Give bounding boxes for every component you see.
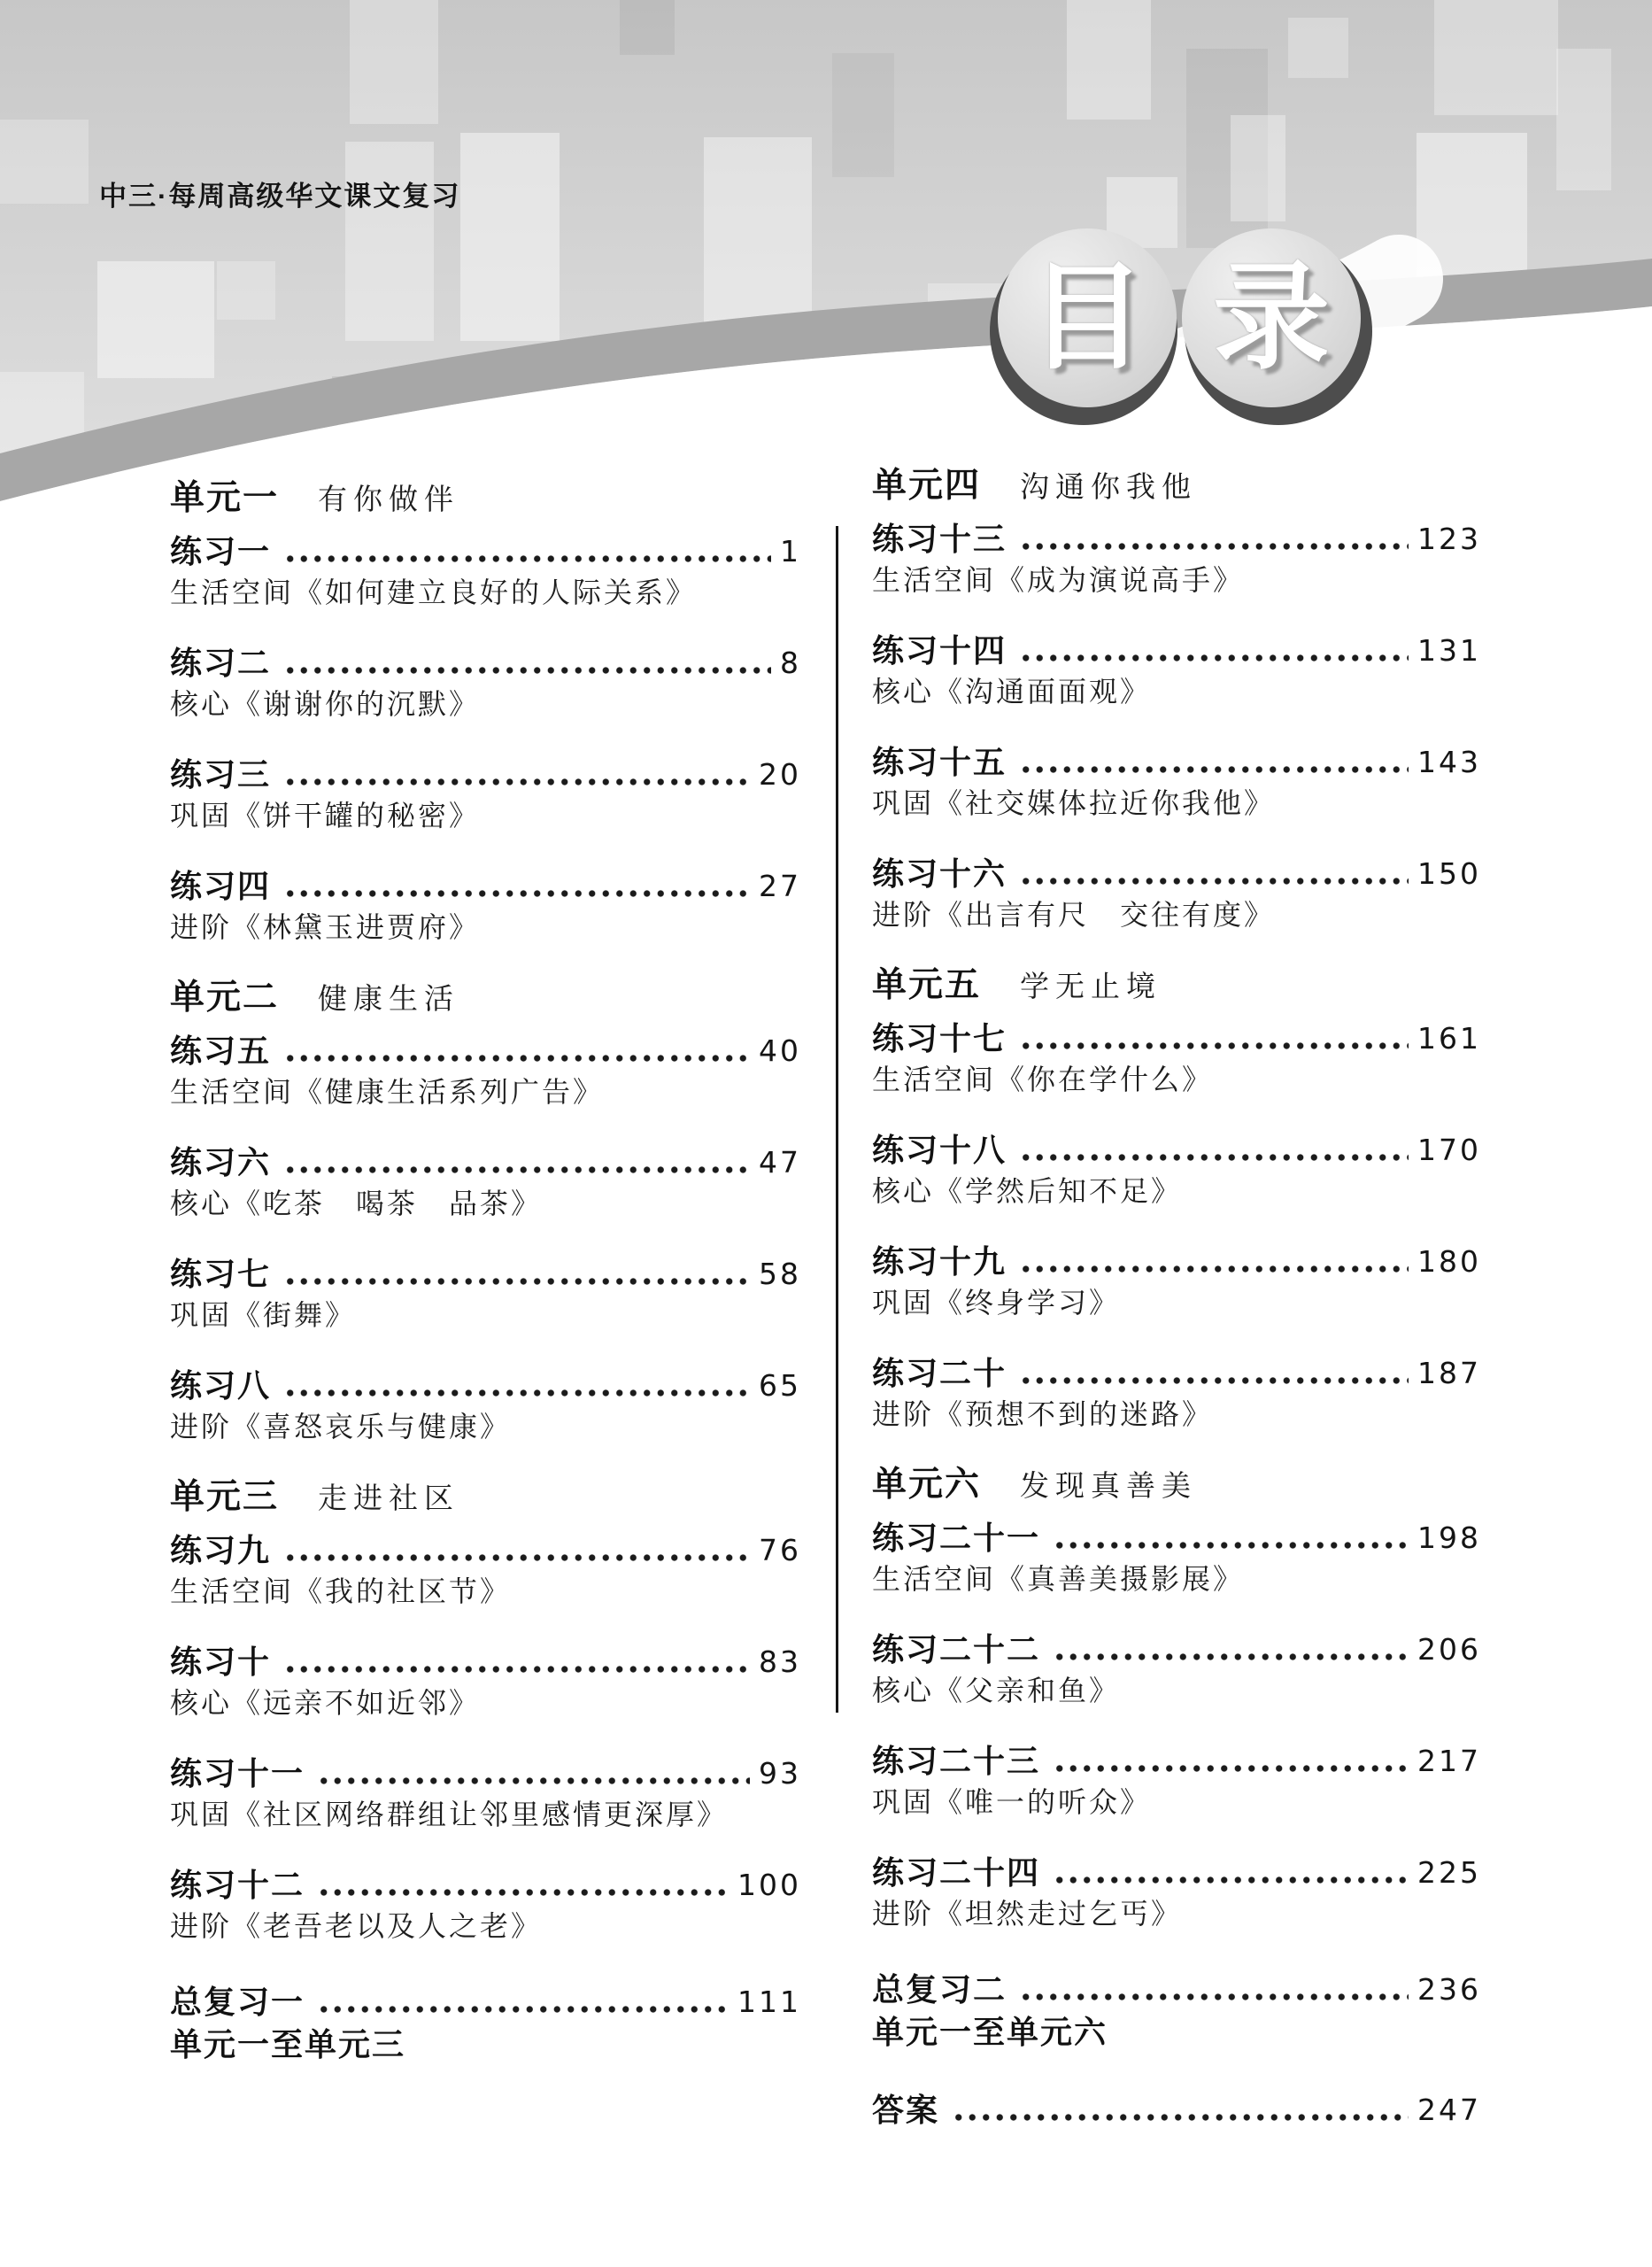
entry-subtitle: 核心《谢谢你的沉默》 [170,688,481,720]
exercise-label: 练习十二 [170,1868,305,1903]
unit-theme: 发现真善美 [1020,1471,1198,1503]
dot-leader [1019,877,1409,886]
toc-entry [872,1853,1481,1934]
page-number: 58 [759,1257,801,1291]
entry-subtitle: 巩固《唯一的听众》 [872,1786,1152,1818]
toc-entry-row [170,1142,801,1183]
unit-title: 单元一 [170,479,280,517]
page-number: 123 [1417,522,1481,556]
entry-subtitle: 巩固《社区网络群组让邻里感情更深厚》 [170,1799,729,1830]
unit-title: 单元三 [170,1478,280,1516]
dot-leader [283,1277,750,1286]
exercise-label: 练习二十一 [872,1520,1041,1556]
page-number: 206 [1417,1632,1481,1667]
unit-block [170,478,801,948]
entry-subtitle: 进阶《喜怒哀乐与健康》 [170,1411,512,1443]
unit-title: 单元四 [872,467,982,505]
dot-leader [1053,1541,1409,1550]
exercise-label: 练习三 [170,757,272,793]
unit-theme: 健康生活 [318,984,460,1016]
page-number: 83 [759,1644,801,1679]
entry-subtitle: 核心《沟通面面观》 [872,676,1152,708]
entry-subtitle: 核心《远亲不如近邻》 [170,1687,481,1719]
toc-badge-circle-lu [1177,228,1369,420]
dot-leader [1053,1764,1409,1773]
exercise-label: 练习十九 [872,1244,1007,1280]
toc-entry-row [872,1741,1481,1782]
toc-entry [170,1254,801,1335]
exercise-label: 练习十六 [872,856,1007,892]
unit-theme: 沟通你我他 [1020,472,1198,504]
unit-list-right [872,466,1481,1934]
toc-entry [872,1018,1481,1100]
unit-title: 单元五 [872,966,982,1004]
entry-subtitle: 生活空间《成为演说高手》 [872,564,1245,596]
unit-block [872,965,1481,1435]
unit-block [872,1465,1481,1934]
entry-subtitle: 生活空间《真善美摄影展》 [872,1563,1245,1595]
dot-leader [1019,1265,1409,1273]
column-right [872,466,1481,2131]
page-number: 131 [1417,633,1481,668]
toc-entry-row [170,1031,801,1072]
toc-entry [872,1242,1481,1323]
page-number: 143 [1417,745,1481,779]
entry-subtitle: 巩固《街舞》 [170,1299,357,1331]
unit-heading [872,1465,1481,1507]
summary-label: 总复习一 [170,1985,305,2020]
toc-entry [170,1642,801,1723]
toc-entry [872,742,1481,824]
toc-entry-row [872,519,1481,560]
unit-title: 单元二 [170,979,280,1017]
page-number: 100 [737,1868,801,1902]
toc-entry [170,1530,801,1612]
exercise-label: 练习九 [170,1533,272,1568]
dot-leader [283,778,750,786]
dot-leader [283,1054,750,1063]
toc-entry [170,1865,801,1946]
summary-label: 总复习二 [872,1972,1007,2008]
booklet-title: 中三·每周高级华文课文复习 [99,181,461,212]
entry-subtitle: 巩固《终身学习》 [872,1287,1121,1319]
toc-entry [170,1031,801,1112]
page-number: 76 [759,1533,801,1567]
toc-entry [872,631,1481,712]
toc-entry [170,754,801,836]
dot-leader [1019,765,1409,774]
exercise-label: 练习二十四 [872,1855,1041,1891]
dot-leader [952,2113,1409,2122]
toc-entry [170,1142,801,1224]
toc-entry [872,1629,1481,1711]
toc-entry-row [872,1242,1481,1282]
exercise-label: 练习八 [170,1368,272,1404]
page-number: 150 [1417,856,1481,891]
entry-subtitle: 巩固《饼干罐的秘密》 [170,800,481,832]
entry-subtitle: 生活空间《健康生活系列广告》 [170,1076,605,1108]
answers-row [872,2090,1481,2131]
dot-leader [1019,1041,1409,1050]
unit-block [170,978,801,1447]
entry-subtitle: 生活空间《你在学什么》 [872,1064,1214,1095]
dot-leader [1053,1876,1409,1884]
toc-entry [872,519,1481,600]
exercise-label: 练习七 [170,1257,272,1292]
dot-leader [317,2005,729,2014]
dot-leader [283,1665,750,1674]
unit-heading [872,965,1481,1008]
page-number: 8 [780,646,801,680]
column-left [170,478,801,2067]
toc-entry [170,531,801,613]
toc-entry-row [170,1254,801,1295]
toc-entry-row [170,643,801,684]
page-number: 217 [1417,1744,1481,1778]
summary-row [872,1969,1481,2010]
summary-block-left [170,1982,801,2067]
unit-theme: 学无止境 [1020,971,1162,1003]
toc-entry-row [170,1530,801,1571]
unit-heading [170,478,801,521]
unit-heading [170,978,801,1020]
entry-subtitle: 进阶《林黛玉进贾府》 [170,911,481,943]
toc-entry-row [872,742,1481,783]
entry-subtitle: 生活空间《如何建立良好的人际关系》 [170,576,698,608]
entry-subtitle: 进阶《老吾老以及人之老》 [170,1910,543,1942]
page-number: 65 [759,1368,801,1403]
exercise-label: 练习十四 [872,633,1007,669]
answers-label: 答案 [872,2093,940,2128]
exercise-label: 练习二十二 [872,1632,1041,1667]
exercise-label: 练习二十 [872,1356,1007,1391]
entry-subtitle: 生活空间《我的社区节》 [170,1575,512,1607]
toc-entry-row [170,1642,801,1683]
toc-entry [872,1741,1481,1822]
exercise-label: 练习一 [170,534,272,569]
entry-subtitle: 进阶《坦然走过乞丐》 [872,1898,1183,1930]
dot-leader [283,1553,750,1562]
page-number: 247 [1417,2093,1481,2127]
exercise-label: 练习四 [170,869,272,904]
exercise-label: 练习十五 [872,745,1007,780]
page-number: 236 [1417,1972,1481,2007]
dot-leader [1019,542,1409,551]
summary-note: 单元一至单元六 [872,2015,1108,2050]
toc-entry-row [170,531,801,572]
summary-block-right [872,1969,1481,2054]
entry-subtitle: 进阶《预想不到的迷路》 [872,1398,1214,1430]
exercise-label: 练习二 [170,646,272,681]
summary-row [170,1982,801,2023]
page-number: 27 [759,869,801,903]
summary-note: 单元一至单元三 [170,2027,406,2062]
toc-entry-row [872,631,1481,671]
toc-entry [170,1366,801,1447]
toc-entry [872,854,1481,935]
dot-leader [283,1165,750,1174]
dot-leader [1019,1153,1409,1162]
toc-entry-row [872,1518,1481,1559]
toc-entry-row [872,1629,1481,1670]
dot-leader [317,1776,750,1785]
toc-entry [170,1753,801,1835]
page-number: 170 [1417,1133,1481,1167]
dot-leader [1019,1376,1409,1385]
entry-subtitle: 巩固《社交媒体拉近你我他》 [872,787,1276,819]
toc-entry [872,1353,1481,1435]
exercise-label: 练习十 [170,1644,272,1680]
toc-entry-row [872,854,1481,894]
toc-badge-char-1: 目 [1029,252,1146,383]
toc-entry-row [170,866,801,907]
unit-title: 单元六 [872,1466,982,1504]
dot-leader [283,1389,750,1397]
toc-entry-row [872,1353,1481,1394]
page-number: 180 [1417,1244,1481,1279]
page-number: 1 [780,534,801,569]
dot-leader [1019,654,1409,662]
page-number: 198 [1417,1520,1481,1555]
unit-list-left [170,478,801,1946]
page-number: 161 [1417,1021,1481,1056]
dot-leader [283,666,771,675]
unit-heading [170,1477,801,1520]
toc-entry [170,643,801,724]
toc-entry-row [170,1366,801,1406]
entry-subtitle: 核心《吃茶 喝茶 品茶》 [170,1188,543,1219]
exercise-label: 练习十八 [872,1133,1007,1168]
toc-badge-char-2: 录 [1213,252,1330,383]
exercise-label: 练习十三 [872,522,1007,557]
toc-entry-row [170,1753,801,1794]
unit-heading [872,466,1481,508]
exercise-label: 练习五 [170,1033,272,1069]
exercise-label: 练习二十三 [872,1744,1041,1779]
unit-block [872,466,1481,935]
toc-entry-row [872,1018,1481,1059]
exercise-label: 练习十七 [872,1021,1007,1056]
toc-entry-row [872,1130,1481,1171]
dot-leader [1019,1992,1409,2001]
dot-leader [317,1888,729,1897]
unit-block [170,1477,801,1946]
page-number: 225 [1417,1855,1481,1890]
column-divider [836,526,838,1713]
toc-entry [170,866,801,948]
exercise-label: 练习六 [170,1145,272,1180]
page-number: 40 [759,1033,801,1068]
toc-badge-circle-mu [993,228,1185,420]
page-number: 111 [737,1985,801,2019]
page-number: 93 [759,1756,801,1791]
page-number: 187 [1417,1356,1481,1390]
toc-entry-row [170,754,801,795]
toc-entry [872,1518,1481,1599]
unit-theme: 有你做伴 [318,484,460,516]
toc-entry-row [170,1865,801,1906]
exercise-label: 练习十一 [170,1756,305,1791]
dot-leader [283,554,771,563]
entry-subtitle: 核心《父亲和鱼》 [872,1675,1121,1706]
entry-subtitle: 进阶《出言有尺 交往有度》 [872,899,1276,931]
page-number: 47 [759,1145,801,1180]
dot-leader [1053,1652,1409,1661]
unit-theme: 走进社区 [318,1483,460,1515]
entry-subtitle: 核心《学然后知不足》 [872,1175,1183,1207]
dot-leader [283,889,750,898]
toc-entry-row [872,1853,1481,1893]
page-number: 20 [759,757,801,792]
toc-entry [872,1130,1481,1211]
